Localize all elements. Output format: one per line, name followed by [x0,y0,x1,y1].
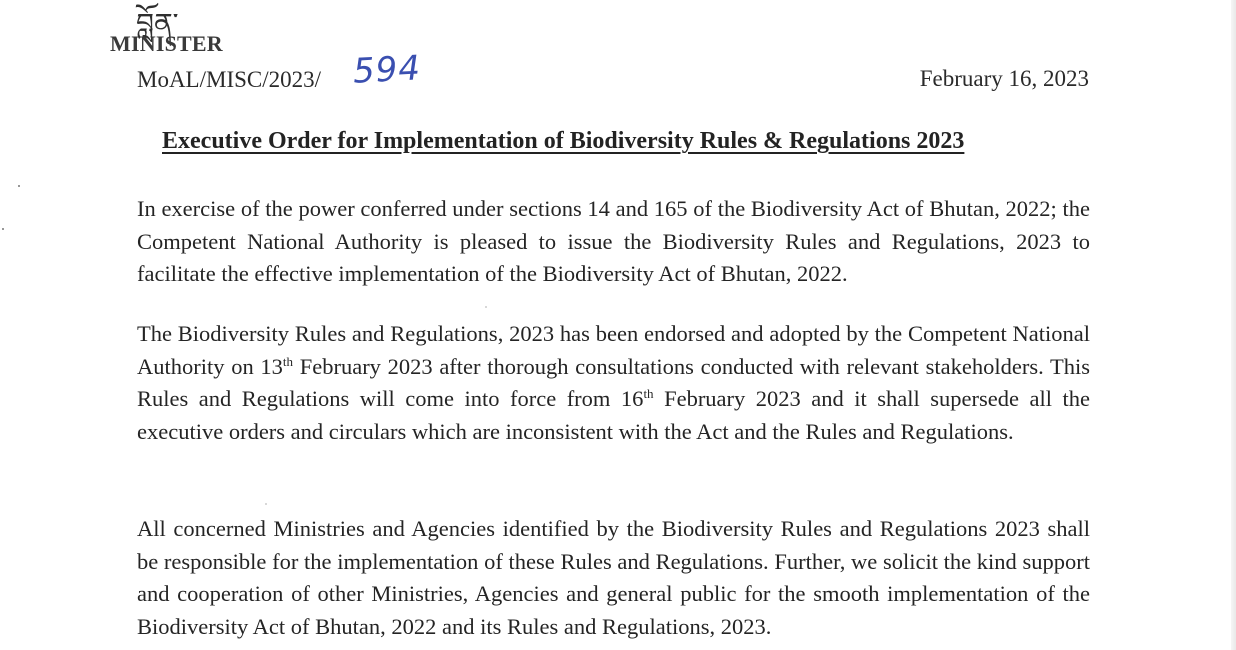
ordinal-suffix-1: th [282,353,294,369]
reference-prefix: MoAL/MISC/2023/ [137,67,322,92]
paragraph-2-part-3: February 2023 and it shall supersede all the executive orders and circulars which are inconsistent with the Act and the Rules and Regulations. [137,386,1090,444]
paragraph-2-part-1: The Biodiversity Rules and Regulations, 2023 has been endorsed and adopted by the Competent National Authority on 13 [137,321,1090,379]
scan-speck [2,228,4,230]
handwritten-reference-number: 594 [351,48,422,92]
scan-speck [265,503,267,505]
scan-speck [485,306,487,308]
ordinal-suffix-2: th [643,386,654,401]
document-title: Executive Order for Implementation of Biodiversity Rules & Regulations 2023 [162,128,965,154]
scan-speck [18,185,20,187]
dzongkha-title: བློན་ [136,7,179,40]
paragraph-1: In exercise of the power conferred under sections 14 and 165 of the Biodiversity Act of Bhutan, 2022; the Competent National Authority is pleased to issue the Biodiversity Rules and Regulations, 2023 to facilitate the effective implementation of the Biodiversity Act of Bhutan, 2022. [137,196,1090,286]
paragraph-2 [137,318,1090,448]
paragraph-2-part-2: February 2023 after thorough consultations conducted with relevant stakeholders. This Rules and Regulations will come into force from 16 [137,353,1090,411]
document-date: February 16, 2023 [919,66,1089,91]
page-edge-shadow [1231,0,1236,650]
office-title: MINISTER [110,31,223,56]
paragraph-3: All concerned Ministries and Agencies identified by the Biodiversity Rules and Regulations 2023 shall be responsible for the implementation of these Rules and Regulations. Further, we solicit the kind support and cooperation of other Ministries, Agencies and general public for the smooth implementation of the Biodiversity Act of Bhutan, 2022 and its Rules and Regulations, 2023. [137,516,1090,639]
